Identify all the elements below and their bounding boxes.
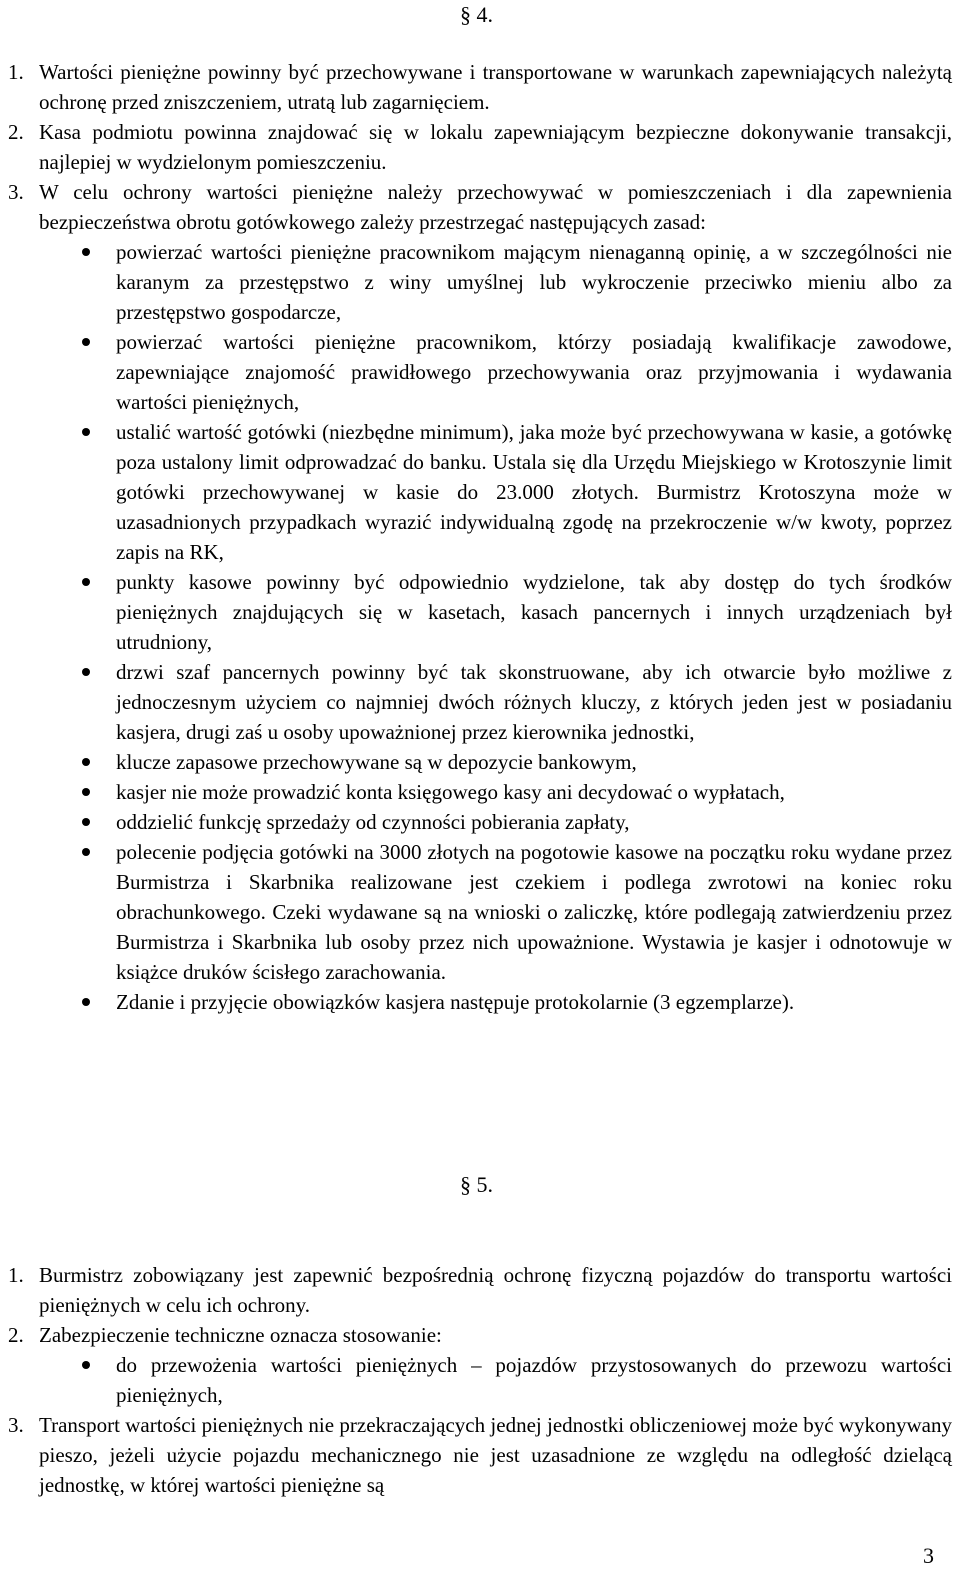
bullet-item: Zdanie i przyjęcie obowiązków kasjera następuje protokolarnie (3 egzemplarze). bbox=[116, 987, 952, 1017]
list-item bbox=[8, 1410, 952, 1500]
bullet-item: kasjer nie może prowadzić konta księgowego kasy ani decydować o wypłatach, bbox=[116, 777, 952, 807]
item-number: 1. bbox=[8, 1263, 24, 1287]
page-number: 3 bbox=[923, 1543, 934, 1568]
item-text: Wartości pieniężne powinny być przechowywane i transportowane w warunkach zapewniających należytą ochronę przed zniszczeniem, utratą lub zagarnięciem. bbox=[39, 60, 952, 114]
list-item bbox=[8, 177, 952, 237]
bullet-item: powierzać wartości pieniężne pracownikom mającym nienaganną opinię, a w szczególności nie karanym za przestępstwo z winy umyślnej lub wykroczenie przeciwko mieniu albo za przestępstwo gospodarcze, bbox=[116, 237, 952, 327]
item-text: Transport wartości pieniężnych nie przekraczających jednej jednostki obliczeniowej może być wykonywany pieszo, jeżeli użycie pojazdu mechanicznego nie jest uzasadnione ze względu na odległość dzielącą jednostkę, w której wartości pieniężne są bbox=[39, 1413, 952, 1497]
section-4-heading: § 4. bbox=[460, 2, 493, 27]
item-number: 3. bbox=[8, 1413, 24, 1437]
bullet-item: ustalić wartość gotówki (niezbędne minimum), jaka może być przechowywana w kasie, a gotówkę poza ustalony limit odprowadzać do banku. Ustala się dla Urzędu Miejskiego w Krotoszynie limit gotówki przechowywanej w kasie do 23.000 złotych. Burmistrz Krotoszyna może w uzasadnionych przypadkach wyrazić indywidualną zgodę na przekroczenie w/w kwoty, poprzez zapis na RK, bbox=[116, 417, 952, 567]
item-number: 1. bbox=[8, 60, 24, 84]
list-item bbox=[8, 1260, 952, 1320]
item-text: W celu ochrony wartości pieniężne należy przechowywać w pomieszczeniach i dla zapewnienia bezpieczeństwa obrotu gotówkowego zależy przestrzegać następujących zasad: bbox=[39, 180, 952, 234]
bullet-item: do przewożenia wartości pieniężnych – pojazdów przystosowanych do przewozu wartości pieniężnych, bbox=[116, 1350, 952, 1410]
section-5-heading: § 5. bbox=[460, 1172, 493, 1197]
item-number: 3. bbox=[8, 180, 24, 204]
item-number: 2. bbox=[8, 1323, 24, 1347]
bullet-item: punkty kasowe powinny być odpowiednio wydzielone, tak aby dostęp do tych środków pieniężnych znajdujących się w kasetach, kasach pancernych i innych urządzeniach był utrudniony, bbox=[116, 567, 952, 657]
item-number: 2. bbox=[8, 120, 24, 144]
list-item bbox=[8, 1320, 952, 1350]
list-item bbox=[8, 117, 952, 177]
rules-bullet-list bbox=[8, 237, 952, 1017]
item-text: Burmistrz zobowiązany jest zapewnić bezpośrednią ochronę fizyczną pojazdów do transportu wartości pieniężnych w celu ich ochrony. bbox=[39, 1263, 952, 1317]
item-text: Kasa podmiotu powinna znajdować się w lokalu zapewniającym bezpieczne dokonywanie transakcji, najlepiej w wydzielonym pomieszczeniu. bbox=[39, 120, 952, 174]
technical-bullet-list bbox=[8, 1350, 952, 1410]
bullet-item: powierzać wartości pieniężne pracownikom, którzy posiadają kwalifikacje zawodowe, zapewniające znajomość prawidłowego przechowywania oraz przyjmowania i wydawania wartości pieniężnych, bbox=[116, 327, 952, 417]
bullet-item: klucze zapasowe przechowywane są w depozycie bankowym, bbox=[116, 747, 952, 777]
section-5-body bbox=[8, 1260, 952, 1500]
bullet-item: oddzielić funkcję sprzedaży od czynności pobierania zapłaty, bbox=[116, 807, 952, 837]
item-text: Zabezpieczenie techniczne oznacza stosowanie: bbox=[39, 1323, 442, 1347]
list-item bbox=[8, 57, 952, 117]
bullet-item: polecenie podjęcia gotówki na 3000 złotych na pogotowie kasowe na początku roku wydane przez Burmistrza i Skarbnika realizowane jest czekiem i podlega zwrotowi na koniec roku obrachunkowego. Czeki wydawane są na wnioski o zaliczkę, które podlegają zatwierdzeniu przez Burmistrza i Skarbnika lub osoby przez nich upoważnione. Wystawia je kasjer i odnotowuje w książce druków ścisłego zarachowania. bbox=[116, 837, 952, 987]
bullet-item: drzwi szaf pancernych powinny być tak skonstruowane, aby ich otwarcie było możliwe z jednoczesnym użyciem co najmniej dwóch różnych kluczy, z których jeden jest w posiadaniu kasjera, drugi zaś u osoby upoważnionej przez kierownika jednostki, bbox=[116, 657, 952, 747]
section-4-body bbox=[8, 57, 952, 1017]
